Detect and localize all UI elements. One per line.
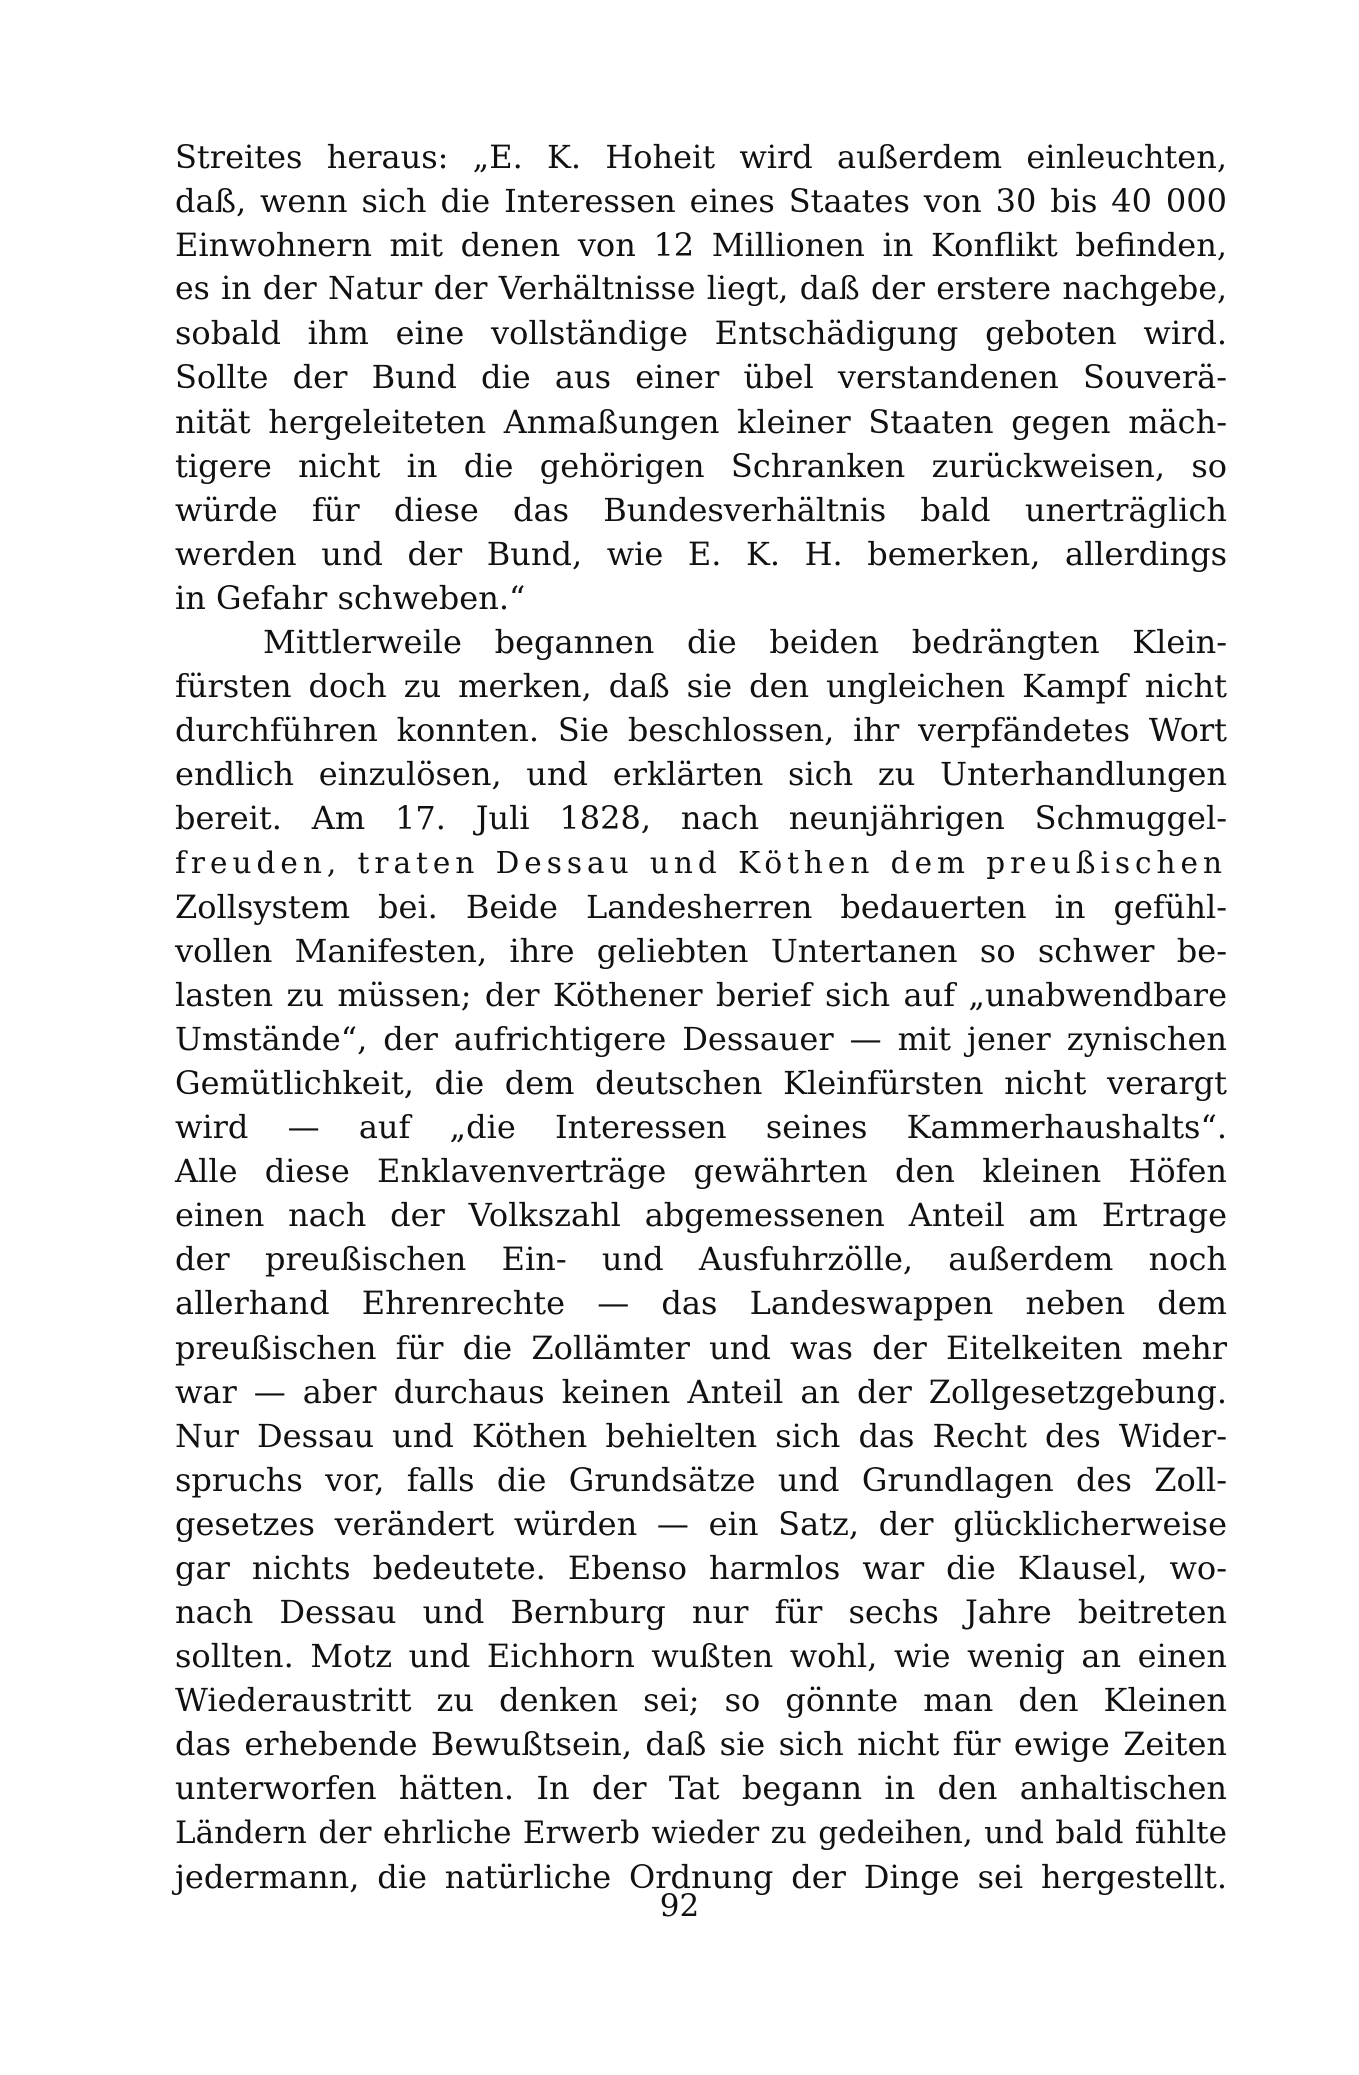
text-line: vollen Manifesten, ihre geliebten Untertanen so schwer be- [175,931,1227,970]
text-line: werden und der Bund, wie E. K. H. bemerken, allerdings [175,534,1227,573]
text-line: Streites heraus: „E. K. Hoheit wird außerdem einleuchten, [175,138,1227,176]
text-line: Sollte der Bund die aus einer übel verstandenen Souverä- [175,358,1227,397]
text-line: Nur Dessau und Köthen behielten sich das Recht des Wider- [175,1416,1227,1455]
text-line: Einwohnern mit denen von 12 Millionen in Konflikt befinden, [175,226,1227,265]
text-line: daß, wenn sich die Interessen eines Staates von 30 bis 40 000 [175,182,1227,221]
text-line: lasten zu müssen; der Köthener berief sich auf „unabwendbare [175,975,1227,1014]
page-number: 92 [659,1888,700,1924]
text-line: wird — auf „die Interessen seines Kammerhaushalts“. [175,1108,1227,1147]
text-line: einen nach der Volkszahl abgemessenen Anteil am Ertrage [175,1196,1227,1235]
text-line: Umstände“, der aufrichtigere Dessauer — mit jener zynischen [175,1019,1227,1058]
text-line: tigere nicht in die gehörigen Schranken zurückweisen, so [175,446,1227,485]
text-line: Gemütlichkeit, die dem deutschen Kleinfürsten nicht verargt [175,1063,1227,1102]
text-line: Wiederaustritt zu denken sei; so gönnte man den Kleinen [175,1681,1227,1720]
text-line: bereit. Am 17. Juli 1828, nach neunjährigen Schmuggel- [175,799,1227,838]
text-line: fürsten doch zu merken, daß sie den ungleichen Kampf nicht [175,667,1227,706]
body-text [175,135,1227,1899]
text-line: sobald ihm eine vollständige Entschädigung geboten wird. [175,314,1227,353]
text-line-emphasis: freuden, traten Dessau und Köthen dem preußischen [175,845,1227,880]
text-line: würde für diese das Bundesverhältnis bald unerträglich [175,490,1227,529]
text-line: sollten. Motz und Eichhorn wußten wohl, wie wenig an einen [175,1637,1227,1676]
text-line: gesetzes verändert würden — ein Satz, der glücklicherweise [175,1504,1227,1543]
text-line: gar nichts bedeutete. Ebenso harmlos war die Klausel, wo- [175,1549,1227,1587]
text-line: endlich einzulösen, und erklärten sich zu Unterhandlungen [175,755,1227,794]
text-line: Alle diese Enklavenverträge gewährten den kleinen Höfen [175,1152,1227,1191]
text-line: nach Dessau und Bernburg nur für sechs Jahre beitreten [175,1593,1227,1632]
text-line: durchführen konnten. Sie beschlossen, ihr verpfändetes Wort [175,711,1227,750]
text-line: in Gefahr schweben.“ [175,578,526,617]
text-line: es in der Natur der Verhältnisse liegt, daß der erstere nachgebe, [175,271,1227,308]
text-line: allerhand Ehrenrechte — das Landeswappen neben dem [175,1284,1227,1323]
text-line: das erhebende Bewußtsein, daß sie sich nicht für ewige Zeiten [175,1725,1227,1764]
text-line: unterworfen hätten. In der Tat begann in den anhaltischen [175,1769,1227,1808]
text-line: war — aber durchaus keinen Anteil an der Zollgesetzgebung. [175,1372,1227,1411]
text-line: der preußischen Ein- und Ausfuhrzölle, außerdem noch [175,1240,1227,1279]
text-line: Zollsystem bei. Beide Landesherren bedauerten in gefühl- [175,887,1227,926]
text-line: preußischen für die Zollämter und was der Eitelkeiten mehr [175,1328,1227,1367]
text-line: spruchs vor, falls die Grundsätze und Grundlagen des Zoll- [175,1460,1227,1499]
text-line: nität hergeleiteten Anmaßungen kleiner Staaten gegen mäch- [175,402,1227,441]
text-line: Ländern der ehrliche Erwerb wieder zu gedeihen, und bald fühlte [175,1814,1227,1851]
text-line: jedermann, die natürliche Ordnung der Dinge sei hergestellt. [175,1857,1227,1896]
paragraph-start-line: Mittlerweile begannen die beiden bedrängten Klein- [263,623,1227,662]
